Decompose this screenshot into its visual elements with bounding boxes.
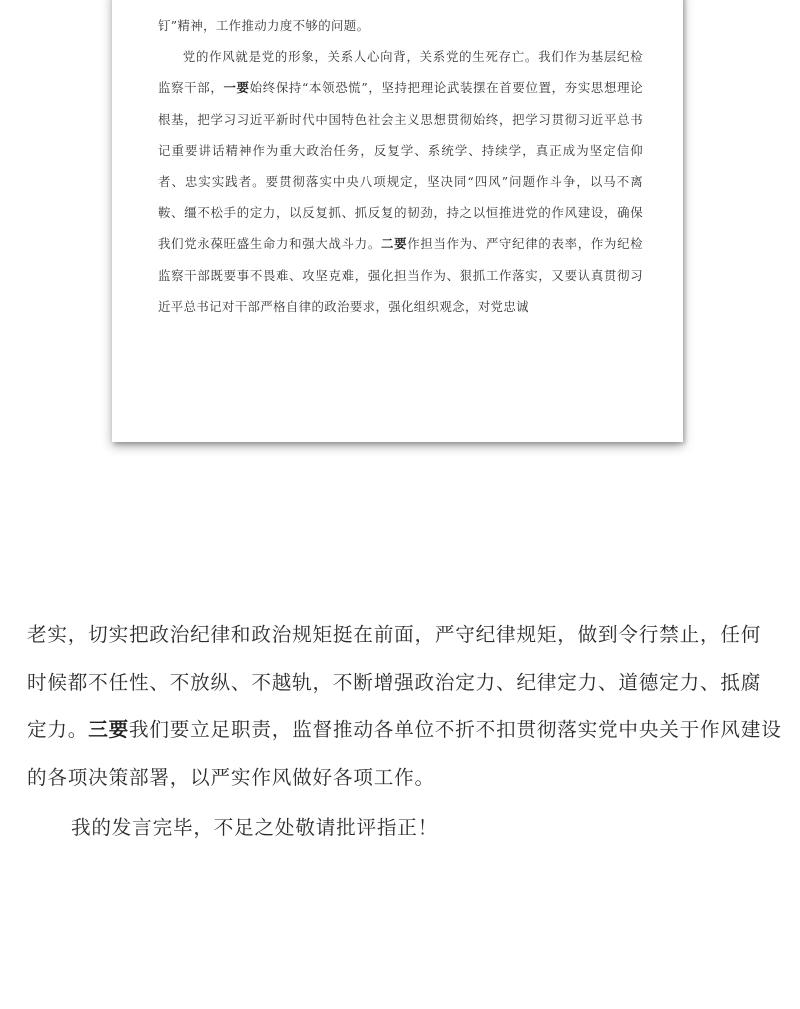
- document-page-preview: [112, 0, 683, 442]
- paragraph-work-style: [158, 41, 643, 322]
- text-segment: 我们要立足职责，监督推动各单位不折不扣贯彻落实党中央关于作风建设: [128, 718, 782, 741]
- text-segment: 始终保持“本领恐慌”，坚持把理论武装摆在首要位置，夯实思想理论根基，把学习习近平新时代中国特色社会主义思想贯彻始终，把学习贯彻习近平总书记重要讲话精神作为重大政治任务，反复学、系统学、持续学，真正成为坚定信仰者、忠实实践者。要贯彻落实中央八项规定，坚决同“四风”问题作斗争，以马不离鞍、缰不松手的定力，以反复抓、抓反复的韧劲，持之以恒推进党的作风建设，确保我们党永葆旺盛生命力和强大战斗力。: [158, 80, 643, 252]
- document-page-text: [158, 10, 643, 322]
- text-segment: 作担当作为、严守纪律的表率，作为纪检监察干部既要事不畏难、攻坚克难，强化担当作为、狠抓工作落实，又要认真贯彻习近平总书记对干部严格自律的政治要求，强化组织观念，对党忠诚: [158, 236, 643, 314]
- marker-first: 一要: [223, 80, 250, 96]
- paragraph-continuation-main: [27, 611, 782, 801]
- text-line: [27, 706, 782, 754]
- text-line: 的各项决策部署，以严实作风做好各项工作。: [27, 765, 435, 789]
- text-line: 时候都不任性、不放纵、不越轨，不断增强政治定力、纪律定力、道德定力、抵腐: [27, 670, 762, 694]
- main-body-text: [27, 611, 782, 852]
- marker-third: 三要: [88, 718, 129, 741]
- text-segment: 党的作风就是党的形象，关系人心向背，关系党的生死存亡。我们作为基层纪检监察干部，: [158, 49, 643, 96]
- text-line: 我的发言完毕，不足之处敬请批评指正！: [71, 816, 439, 839]
- text-line: 老实，切实把政治纪律和政治规矩挺在前面，严守纪律规矩，做到令行禁止，任何: [27, 623, 762, 646]
- marker-second: 二要: [380, 236, 408, 252]
- text-line: 钉”精神，工作推动力度不够的问题。: [158, 18, 370, 33]
- closing-remark: [27, 804, 773, 852]
- text-segment: 定力。: [27, 718, 89, 741]
- paragraph-continuation: [158, 10, 643, 41]
